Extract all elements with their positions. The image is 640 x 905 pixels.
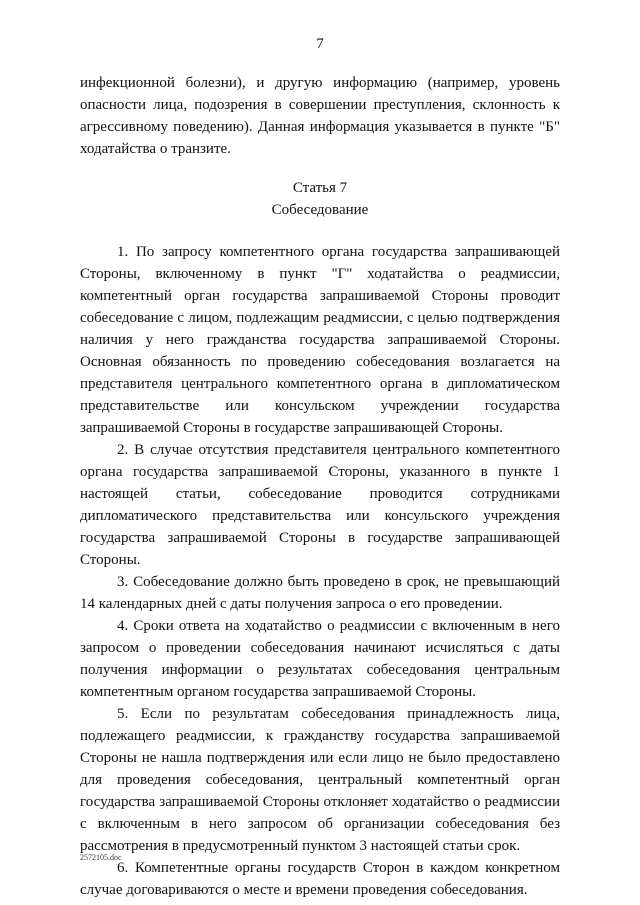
article-number: Статья 7 <box>292 180 348 196</box>
paragraph-2: 2. В случае отсутствия представителя центрального компетентного органа государства запрашиваемой Стороны, указанного в пункте 1 настоящей статьи, собеседование проводится сотрудниками дипломатического представительства или консульского учреждения государства запрашиваемой Стороны в государстве запрашивающей Стороны. <box>80 442 560 568</box>
article-title: Собеседование <box>271 202 369 218</box>
footer-filename: 2572105.doc <box>80 853 122 862</box>
paragraph-4: 4. Сроки ответа на ходатайство о реадмиссии с включенным в него запросом о проведении собеседования начинают исчисляться с даты получения информации о результатах собеседования центральным компетентным органом государства запрашиваемой Стороны. <box>80 618 560 700</box>
document-body <box>80 72 560 901</box>
paragraph-1: 1. По запросу компетентного органа государства запрашивающей Стороны, включенному в пункт "Г" ходатайства о реадмиссии, компетентный орган государства запрашиваемой Стороны проводит собеседование с лицом, подлежащим реадмиссии, с целью подтверждения наличия у него гражданства государства запрашиваемой Стороны. Основная обязанность по проведению собеседования возлагается на представителя центрального компетентного органа в дипломатическом представительстве или консульском учреждении государства запрашиваемой Стороны в государстве запрашивающей Стороны. <box>80 244 560 436</box>
article-header <box>80 177 560 221</box>
intro-paragraph: инфекционной болезни), и другую информацию (например, уровень опасности лица, подозрения в совершении преступления, склонность к агрессивному поведению). Данная информация указывается в пункте "Б" ходатайства о транзите. <box>80 75 560 157</box>
paragraph-5: 5. Если по результатам собеседования принадлежность лица, подлежащего реадмиссии, к гражданству государства запрашиваемой Стороны не нашла подтверждения или если лицо не было предоставлено для проведения собеседования, центральный компетентный орган государства запрашиваемой Стороны отклоняет ходатайство о реадмиссии с включенным в него запросом об организации собеседования без рассмотрения в предусмотренный пунктом 3 настоящей статьи срок. <box>80 706 560 854</box>
paragraph-3: 3. Собеседование должно быть проведено в срок, не превышающий 14 календарных дней с даты получения запроса о его проведении. <box>80 574 560 612</box>
page-number: 7 <box>316 36 324 52</box>
paragraph-6: 6. Компетентные органы государств Сторон в каждом конкретном случае договариваются о месте и времени проведения собеседования. <box>80 860 560 898</box>
